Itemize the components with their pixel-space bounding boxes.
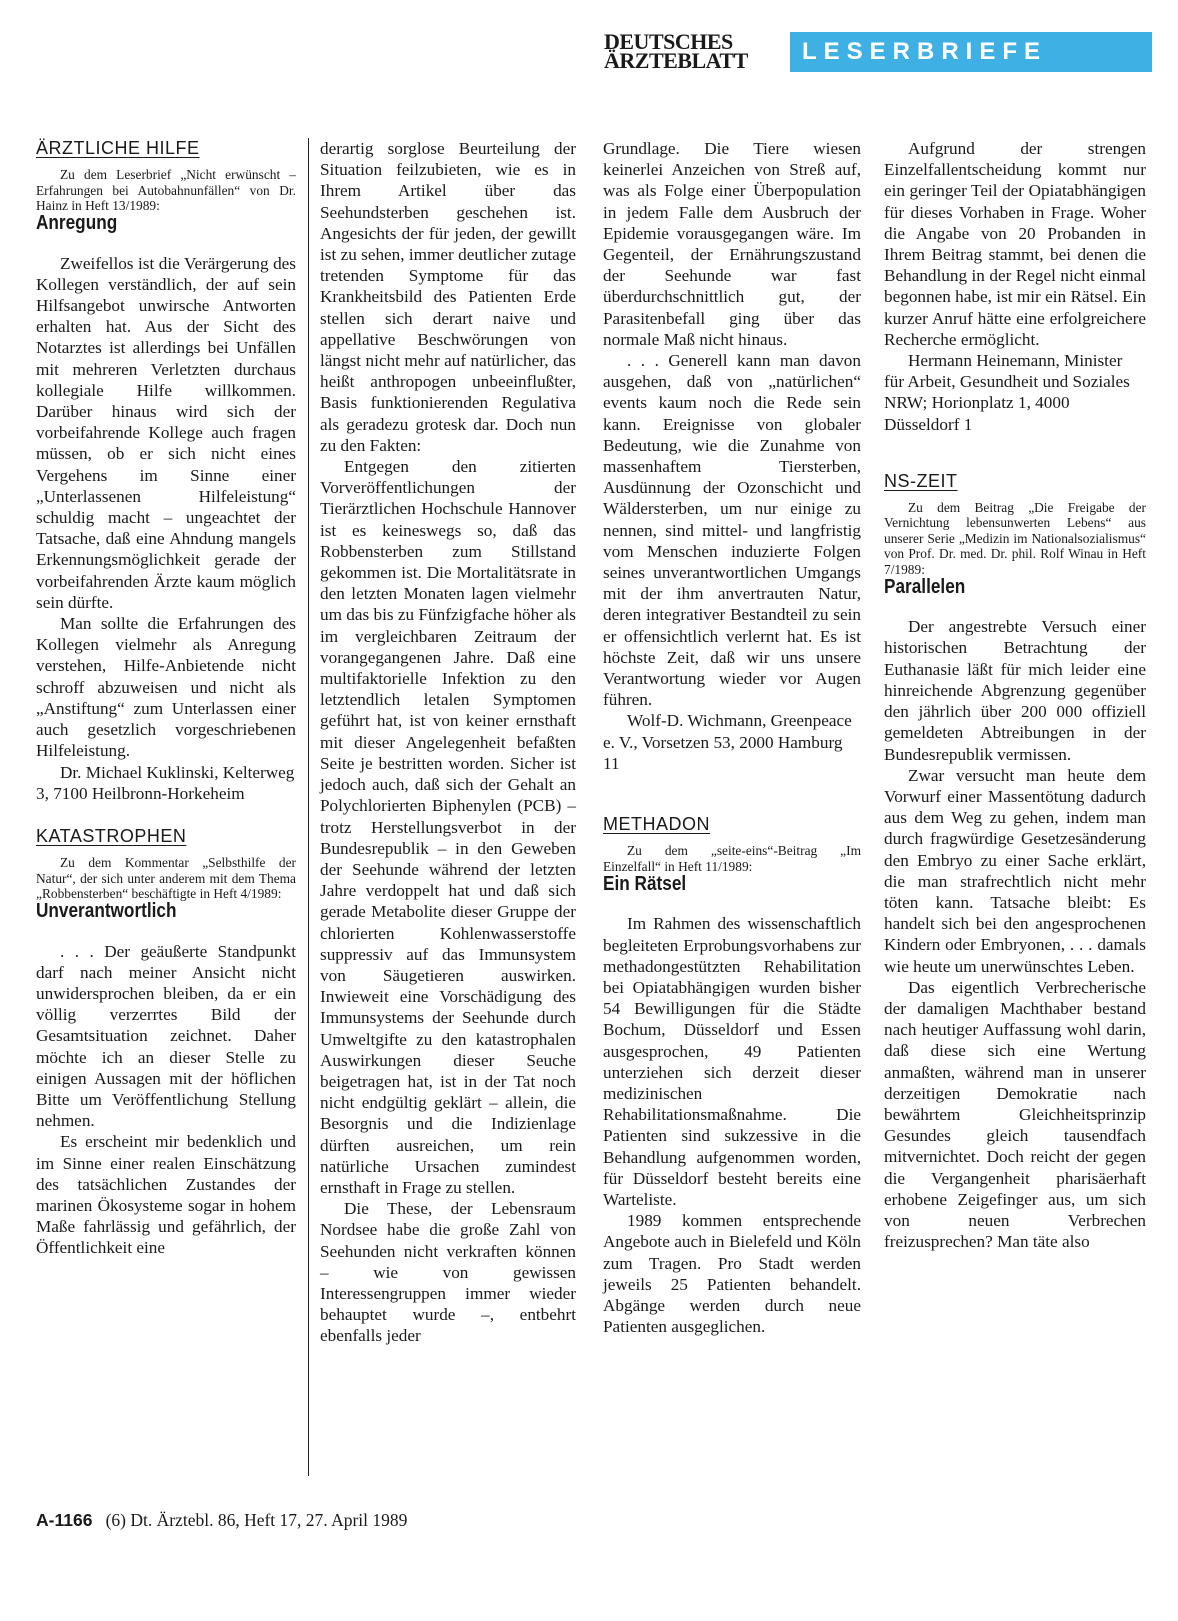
brand-line-1: DEUTSCHES: [604, 29, 733, 54]
paragraph: Zwar versucht man heute dem Vorwurf einer Massentötung dadurch aus dem Weg zu gehen, indem man durch fragwürdige Gesetzesänderung den Embryo zu einer Sache erklärt, die man strafrechtlich nicht mehr töten kann. Tatsache bleibt: Es handelt sich bei den angesprochenen Kindern oder Embryonen, . . . damals wie heute um unerwünschtes Leben.: [884, 765, 1146, 976]
section-title: NS-ZEIT: [884, 470, 958, 491]
paragraph: . . . Der geäußerte Standpunkt darf nach meiner Ansicht nicht unwidersprochen bleiben, da er ein völlig verzerrtes Bild der Gesamtsituation zeichnet. Daher möchte ich an dieser Stelle zu einigen Aussagen mit der höflichen Bitte um Veröffentlichung Stellung nehmen.: [36, 941, 296, 1131]
journal-logo: [604, 29, 776, 73]
section-title: METHADON: [603, 814, 710, 835]
letter-headline: Ein Rätsel: [603, 873, 687, 896]
reference-note: Zu dem Leserbrief „Nicht erwünscht – Erfahrungen bei Autobahnunfällen“ von Dr. Hainz in Heft 13/1989:: [36, 167, 296, 214]
section-title: ÄRZTLICHE HILFE: [36, 138, 200, 158]
signature: Dr. Michael Kuklinski, Kelterweg 3, 7100 Heilbronn-Horkeheim: [36, 762, 295, 803]
paragraph: derartig sorglose Beurteilung der Situation feilzubieten, wie es in Ihrem Artikel über das Seehundsterben geschehen ist. Angesichts der für jeden, der gewillt ist zu sehen, immer deutlicher zutage tretenden Symptome für das Krankheitsbild des Patienten Erde stellen sich derart naive und appellative Beschwörungen von längst nicht mehr auf natürlicher, das heißt anthropogen unbeeinflußter, Basis funktionierenden Regulativa als geradezu grotesk dar. Doch nun zu den Fakten:: [320, 139, 576, 455]
paragraph: 1989 kommen entsprechende Angebote auch in Bielefeld und Köln zum Tragen. Pro Stadt werden jeweils 25 Patienten behandelt. Abgänge werden durch neue Patienten ausgeglichen.: [603, 1211, 861, 1337]
reference-note: Zu dem Beitrag „Die Freigabe der Vernichtung lebensunwerten Lebens“ aus unserer Serie „Medizin im Nationalsozialismus“ von Prof. Dr. med. Dr. phil. Rolf Winau in Heft 7/1989:: [884, 500, 1146, 577]
paragraph: Die These, der Lebensraum Nordsee habe die große Zahl von Seehunden nicht verkraften können – wie von gewissen Interessengruppen immer wieder behauptet wurde –, entbehrt ebenfalls jeder: [320, 1199, 576, 1346]
column-3: [603, 138, 861, 1337]
paragraph: Aufgrund der strengen Einzelfallentscheidung kommt nur ein geringer Teil der Opiatabhängigen für dieses Vorhaben in Frage. Woher die Angabe von 20 Probanden in Ihrem Beitrag stammt, bei denen die Behandlung in der Regel nicht einmal begonnen habe, ist mir ein Rätsel. Ein kurzer Anruf hätte eine erfolgreichere Recherche ermöglicht.: [884, 139, 1146, 349]
letter-headline: Anregung: [36, 212, 118, 235]
paragraph: . . . Generell kann man davon ausgehen, daß von „natürlichen“ events kaum noch die Rede sein kann. Ereignisse von globaler Bedeutung, wie die Zunahme von massenhaftem Tiersterben, Ausdünnung der Ozonschicht und Wäldersterben, um nur einige zu nennen, sind mittel- und langfristig vom Menschen induzierte Folgen seines unverantwortlichen Umgangs mit der ihm anvertrauten Natur, deren integrativer Bestandteil zu sein er offensichtlich verlernt hat. Es ist höchste Zeit, daß wir uns unsere Verantwortung wieder vor Augen führen.: [603, 351, 861, 710]
page-number: A-1166: [36, 1510, 93, 1530]
column-divider: [308, 138, 309, 1476]
reference-note: Zu dem Kommentar „Selbsthilfe der Natur“, der sich unter anderem mit dem Thema „Robbensterben“ beschäftigte in Heft 4/1989:: [36, 855, 296, 901]
page-footer: [36, 1510, 407, 1531]
paragraph: Das eigentlich Verbrecherische der damaligen Machthaber bestand nach heutiger Auffassung wohl darin, daß diese sich eine Wertung anmaßten, während man in unserer derzeitigen Demokratie nach bewährtem Gleichheitsprinzip Gesundes gleich tausendfach mitvernichtet. Doch reicht der gegen die Vergangenheit pharisäerhaft erhobene Zeigefinger aus, um sich von neuen Verbrechen freizusprechen? Man täte also: [884, 977, 1146, 1252]
column-4: [884, 138, 1146, 1252]
signature: Wolf-D. Wichmann, Greenpeace e. V., Vorsetzen 53, 2000 Hamburg 11: [603, 711, 852, 773]
section-tag: LESERBRIEFE: [790, 32, 1152, 72]
letter-headline: Parallelen: [884, 576, 966, 599]
column-2: [320, 138, 576, 1347]
paragraph: Zweifellos ist die Verärgerung des Kollegen verständlich, der auf sein Hilfsangebot unwirsche Antworten erhalten hat. Aus der Sicht des Notarztes ist allerdings bei Unfällen mit mehreren Verletzten durchaus kollegiale Hilfe willkommen. Darüber hinaus wird sich der vorbeifahrende Kollege auch fragen müssen, ob er sich nicht eines Vergehens im Sinne einer „Unterlassenen Hilfeleistung“ schuldig macht – ungeachtet der Tatsache, daß eine Ahndung mangels Erkennungsmöglichkeit gerade der vorbeifahrenden Ärzte kaum möglich sein dürfte.: [36, 253, 296, 612]
paragraph: Es erscheint mir bedenklich und im Sinne einer realen Einschätzung des tatsächlichen Zustandes der marinen Ökosysteme sogar in hohem Maße fahrlässig und gefährlich, der Öffentlichkeit eine: [36, 1132, 296, 1258]
reference-note: Zu dem „seite-eins“-Beitrag „Im Einzelfall“ in Heft 11/1989:: [603, 843, 861, 874]
signature: Hermann Heinemann, Minister für Arbeit, Gesundheit und Soziales NRW; Horionplatz 1, 4000 Düsseldorf 1: [884, 351, 1130, 434]
paragraph: Im Rahmen des wissenschaftlich begleiteten Erprobungsvorhabens zur methadongestützten Rehabilitation bei Opiatabhängigen wurden bisher 54 Bewilligungen für die Städte Bochum, Düsseldorf und Essen ausgesprochen, 49 Patienten unterziehen sich derzeit dieser medizinischen Rehabilitationsmaßnahme. Die Patienten sind sukzessive in die Behandlung aufgenommen worden, für Düsseldorf besteht bereits eine Warteliste.: [603, 914, 861, 1209]
citation: (6) Dt. Ärztebl. 86, Heft 17, 27. April 1989: [105, 1510, 408, 1530]
column-1: [36, 138, 296, 1259]
paragraph: Der angestrebte Versuch einer historischen Betrachtung der Euthanasie läßt für mich leider eine hinreichende Abgrenzung gegenüber den jährlich über 200 000 offiziell gemeldeten Abtreibungen in der Bundesrepublik vermissen.: [884, 617, 1146, 764]
masthead: [604, 29, 1152, 76]
paragraph: Entgegen den zitierten Vorveröffentlichungen der Tierärztlichen Hochschule Hannover ist es keineswegs so, daß das Robbensterben zum Stillstand gekommen ist. Die Mortalitätsrate in den letzten Monaten lagen vielmehr um das bis zu Fünfzigfache höher als im vergleichbaren Zeitraum der vorangegangenen Jahre. Daß eine multifaktorielle Infektion zu den letztendlich letalen Symptomen geführt hat, ist von keiner ernsthaft mit dieser Angelegenheit befaßten Seite je bestritten worden. Sicher ist jedoch auch, daß sich der Gehalt an Polychlorierten Biphenylen (PCB) – trotz Herstellungsverbot in der Bundesrepublik – in den Geweben der Seehunde während der letzten Jahre verdoppelt hat und daß sich gerade Metabolite dieser Gruppe der chlorierten Kohlenwasserstoffe suppressiv auf das Immunsystem von Säugetieren auswirken. Inwieweit eine Vorschädigung des Immunsystems der Seehunde durch Umweltgifte zu den katastrophalen Auswirkungen dieser Seuche beigetragen hat, ist in der Tat noch nicht endgültig geklärt – allein, die Besorgnis und die Indizienlage dürften ausreichen, um rein natürliche Ursachen zumindest ernsthaft in Frage zu stellen.: [320, 457, 576, 1197]
brand-line-2: ÄRZTEBLATT: [604, 48, 748, 73]
paragraph: Man sollte die Erfahrungen des Kollegen vielmehr als Anregung verstehen, Hilfe-Anbietende nicht schroff abzuweisen und nicht als „Anstiftung“ zum Unterlassen einer auch gesetzlich vorgeschriebenen Hilfeleistung.: [36, 614, 296, 761]
section-title: KATASTROPHEN: [36, 825, 187, 846]
paragraph: Grundlage. Die Tiere wiesen keinerlei Anzeichen von Streß auf, was als Folge einer Überpopulation in jedem Falle dem Ausbruch der Epidemie vorausgegangen wäre. Im Gegenteil, der Ernährungszustand der Seehunde war fast überdurchschnittlich gut, der Parasitenbefall ging über das normale Maß nicht hinaus.: [603, 139, 861, 349]
letter-headline: Unverantwortlich: [36, 900, 177, 923]
